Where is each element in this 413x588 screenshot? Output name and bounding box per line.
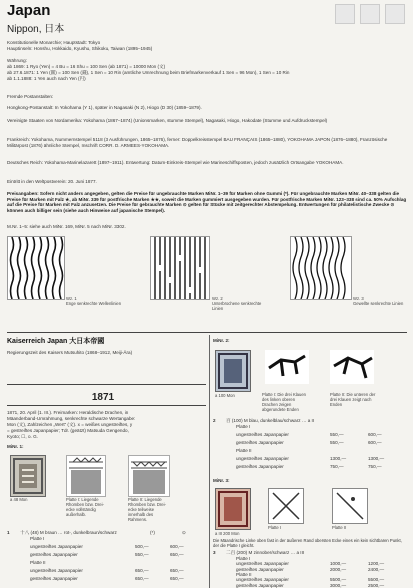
fig-caption: a 100 Mon xyxy=(215,393,235,398)
fig-caption: ecke vollständig xyxy=(66,507,96,512)
price-value: 1200,— xyxy=(368,561,385,567)
desc-line: Mäanderband-Umrahmung, senkrechte schwarze Wertangabe: xyxy=(7,416,136,421)
column-divider xyxy=(209,335,210,588)
fig-caption: innerhalb des xyxy=(128,512,154,517)
entry-num: 1 xyxy=(7,530,10,535)
fig-caption: Platte I: Die drei Klauen xyxy=(262,392,306,397)
plate-note: Die Mäandrische Linke oben fast in der äußeren Rand obersten Ecke eines ein kein sichtbaren Punkt, der die Platte I gleicht. xyxy=(213,538,402,548)
desc-line: Kyoto; ☐, o. G. xyxy=(7,434,38,439)
price-row-label: gestreiftes Japanpapier xyxy=(236,440,284,445)
price-value: 600,— xyxy=(170,544,184,549)
entry-text: 十八 (48) M braun … rot-, dunkelbraun/schwarz xyxy=(20,530,117,535)
price-row-label: gestreiftes Japanpapier xyxy=(30,552,78,557)
thumbnail-icon xyxy=(385,4,405,24)
price-row-label: Platte I xyxy=(30,536,45,541)
thumbnail-icon xyxy=(335,4,355,24)
price-value: 650,— xyxy=(170,552,184,557)
fig-caption: abgerundete Enden xyxy=(262,407,299,412)
plate-detail-image xyxy=(128,455,170,497)
wz1-desc: Enge senkrechte Wellenlinien xyxy=(66,301,122,306)
entry-num: 3 xyxy=(213,550,216,555)
fig-caption: Platte I: Liegende xyxy=(66,497,99,502)
price-value: 2500,— xyxy=(368,582,385,588)
intro-line: Hauptinseln: Honshu, Hokkaido, Kyushu, Shikoku, Taiwan (1895–1945) xyxy=(7,46,153,51)
fig-caption: ecke teilweise xyxy=(128,507,155,512)
price-row-label: ungestreiftes Japanpapier xyxy=(30,568,83,573)
stamp-image xyxy=(10,455,46,497)
wz2-label: Wz. 2 xyxy=(212,296,223,301)
intro-line: ab 27.6.1871: 1 Yen (圓) = 100 Sen (錢), 1 Sen = 10 Rin (amtliche Umrechnung beim Briefmarkenverkauf 1 Sen = 96 Mon), 1 Sen = 10 Rin xyxy=(7,70,290,75)
fig-caption: des linken oberen xyxy=(262,397,296,402)
price-row-label: Platte II xyxy=(236,571,252,577)
price-row-label: Platte II xyxy=(236,448,252,453)
fig-caption: Platte I xyxy=(268,525,282,530)
price-value: 750,— xyxy=(368,464,382,469)
plate-detail-image xyxy=(268,488,304,524)
entry-text: 百 (100) M blau, dunkelblau/schwarz … a II xyxy=(226,418,315,423)
intro-line: Fremde Postanstalten: xyxy=(7,94,54,99)
price-row-label: gestreiftes Japanpapier xyxy=(236,582,284,588)
section-divider xyxy=(7,332,407,333)
fig-caption: Platte II: Liegende xyxy=(128,497,162,502)
wz1-label: Wz. 1 xyxy=(66,296,77,301)
page-title: Japan xyxy=(7,2,51,19)
price-value: 2400,— xyxy=(368,566,385,572)
price-row-label: Platte I xyxy=(236,424,251,429)
intro-line: Konstitutionelle Monarchie; Hauptstadt: Tokyo xyxy=(7,40,101,45)
price-notice: Preisangaben: Sofern nicht anders angegeben, gelten die Preise für ungebrauchte Marken MiNr. 1–39 für Marken ohne Gummi (*). Für ungebrauchte Marken MiNr. 40–338 gelten die Preise für Marken mit Falz ★, ab MiNr. 339 für postfrische Marken ★★, soweit die Marken gummiert ausgegeben wurden. Für postfrische Marken MiNr. 123–338 sind ca. 50% Aufschlag auf die Preise für Marken mit Falz anzusetzen. Die Preise für gebrauchte Marken ⊙ gelten für Stücke mit zeitgerechter Abstempelung. Entwertungen für philatelistische Zwecke ⊙ können auch billiger sein (siehe auch Hinweise auf japanische Stempel). xyxy=(7,191,407,213)
stamp-image xyxy=(215,350,251,392)
price-row-label: ungestreiftes Japanpapier xyxy=(236,577,289,583)
fig-caption: Platte II xyxy=(332,525,347,530)
price-value: 550,— xyxy=(330,432,344,437)
watermark-wz3 xyxy=(290,236,352,300)
price-value: 650,— xyxy=(170,576,184,581)
price-value: 550,— xyxy=(330,440,344,445)
price-value: 600,— xyxy=(368,432,382,437)
price-row-label: ungestreiftes Japanpapier xyxy=(236,456,289,461)
regierung-line: Regierungszeit des Kaisers Mutsuhito (1868–1912, Meiji-Ära) xyxy=(7,350,133,355)
price-row-label: ungestreiftes Japanpapier xyxy=(30,544,83,549)
fig-caption: Rhomben bzw. Drei- xyxy=(66,502,104,507)
desc-line: 1871, 20. April (1. III.). Freimarken: Heraldische Drachen, in xyxy=(7,410,129,415)
intro-line: ab 1.1.1888: 1 Yen auch nach Yen (円) xyxy=(7,76,86,81)
fig-caption: außerhalb. xyxy=(66,512,87,517)
entry-text: 二百 (200) M zinnober/schwarz … a III xyxy=(226,550,305,555)
year-rule xyxy=(7,384,206,385)
price-value: 650,— xyxy=(170,568,184,573)
plate-detail-image xyxy=(332,488,368,524)
section-title: Kaiserreich Japan 大日本帝國 xyxy=(7,338,105,345)
fig-caption: a 48 Mon xyxy=(10,497,28,502)
price-value: 600,— xyxy=(368,440,382,445)
fig-caption: Enden xyxy=(330,402,343,407)
price-value: 650,— xyxy=(135,576,149,581)
price-value: 650,— xyxy=(135,568,149,573)
wz3-desc: Gewellte senkrechte Linien xyxy=(353,301,404,306)
desc-line: Mon (文), Zahlzeichen „Wert“ (文). x = weißes ungestreiftes, y xyxy=(7,422,133,427)
price-row-label: gestreiftes Japanpapier xyxy=(236,566,284,572)
col-head: (*) xyxy=(150,530,155,535)
wz3-label: Wz. 3 xyxy=(353,296,364,301)
notice-line: M.Nr. 1–5: siehe auch MiNr. 169, MiNr. 5 nach MiNr. 3302. xyxy=(7,224,126,229)
price-value: 750,— xyxy=(330,464,344,469)
watermark-wz2 xyxy=(150,236,210,300)
price-value: 1300,— xyxy=(330,456,347,461)
plate-detail-image xyxy=(66,455,106,497)
intro-line: Eintritt in den Weltpostverein: 20. Juni 1877. xyxy=(7,179,97,184)
price-value: 500,— xyxy=(135,544,149,549)
fig-caption: a III 200 Mon xyxy=(215,531,240,536)
year-rule xyxy=(7,405,206,406)
watermark-wz1 xyxy=(7,236,65,300)
price-row-label: Platte I xyxy=(236,556,251,561)
price-row-label: gestreiftes Japanpapier xyxy=(236,464,284,469)
intro-line: Deutsches Reich: Yokohama-Marinelazarett (1897–1911). Entwertung: Datum-Einkreis-Stempel wie Marineschiffsposten, jedoch zusätzlich Ortsangabe YOKOHAMA. xyxy=(7,160,344,165)
fig-caption: Rhomben bzw. Drei- xyxy=(128,502,166,507)
price-value: 5500,— xyxy=(330,577,347,583)
price-row-label: ungestreiftes Japanpapier xyxy=(236,432,289,437)
price-row-label: gestreiftes Japanpapier xyxy=(30,576,78,581)
claw-detail-icon xyxy=(330,350,374,384)
minr-label: MiNr. 3: xyxy=(213,478,230,483)
price-value: 3000,— xyxy=(330,582,347,588)
price-row-label: Platte II xyxy=(30,560,46,565)
price-value: 2000,— xyxy=(330,566,347,572)
entry-num: 2 xyxy=(213,418,216,423)
col-head: ⊙ xyxy=(182,530,186,535)
fig-caption: Drachen zeigen xyxy=(262,402,292,407)
fig-caption: Rahmens. xyxy=(128,517,148,522)
price-value: 1000,— xyxy=(330,561,347,567)
price-value: 550,— xyxy=(135,552,149,557)
intro-line: Vereinigte Staaten von Nordamerika: Yokohama (1867–1874) (Unionsmarken, stumme Stempel), Nagasaki, Hiogo, Hakodate (Stumme und Aufdruckstempel) xyxy=(7,118,328,123)
desc-line: = gestreiftes Japanpapier; Tdr. (geätzt) Matsuda Gengendo, xyxy=(7,428,129,433)
intro-line: Hongkong-Postanstalt: In Yokohama (Y 1), später in Nagasaki (N 2), Hiogo (D 30) (1859–1879). xyxy=(7,105,202,110)
intro-line: Währung: xyxy=(7,58,27,63)
intro-line: ab 1869: 1 Ryo (Yen) = 4 Bu = 16 Shu = 100 Sen (ab 1871) = 10000 Mon (文) xyxy=(7,64,166,69)
claw-detail-icon xyxy=(265,350,309,384)
year-heading: 1871 xyxy=(91,392,115,403)
price-row-label: ungestreiftes Japanpapier xyxy=(236,561,289,567)
price-value: 5500,— xyxy=(368,577,385,583)
stamp-image xyxy=(215,488,251,530)
fig-caption: Platte II: Die unteren der xyxy=(330,392,376,397)
page-subtitle: Nippon, 日本 xyxy=(7,24,65,35)
wz2-desc: Unterbrochene senkrechte Linien xyxy=(212,301,262,311)
intro-line: Frankreich: Yokohama, Nummernstempel 5118 (3 Ausführungen, 1865–1876), ferner: Doppelkreisstempel BAU FRANÇAIS (1865–1880), YOKOHAMA JAPON (1876–1880), Französische Militärpost (1876) ähnliche Stempel, Inschrift CORR. D. ARMEES-YOKOHAMA. xyxy=(7,137,388,148)
minr-label: MiNr. 1: xyxy=(7,444,24,449)
thumbnail-icon xyxy=(360,4,380,24)
price-value: 1300,— xyxy=(368,456,385,461)
fig-caption: drei Klauen zeigt nach xyxy=(330,397,372,402)
minr-label: MiNr. 2: xyxy=(213,338,230,343)
